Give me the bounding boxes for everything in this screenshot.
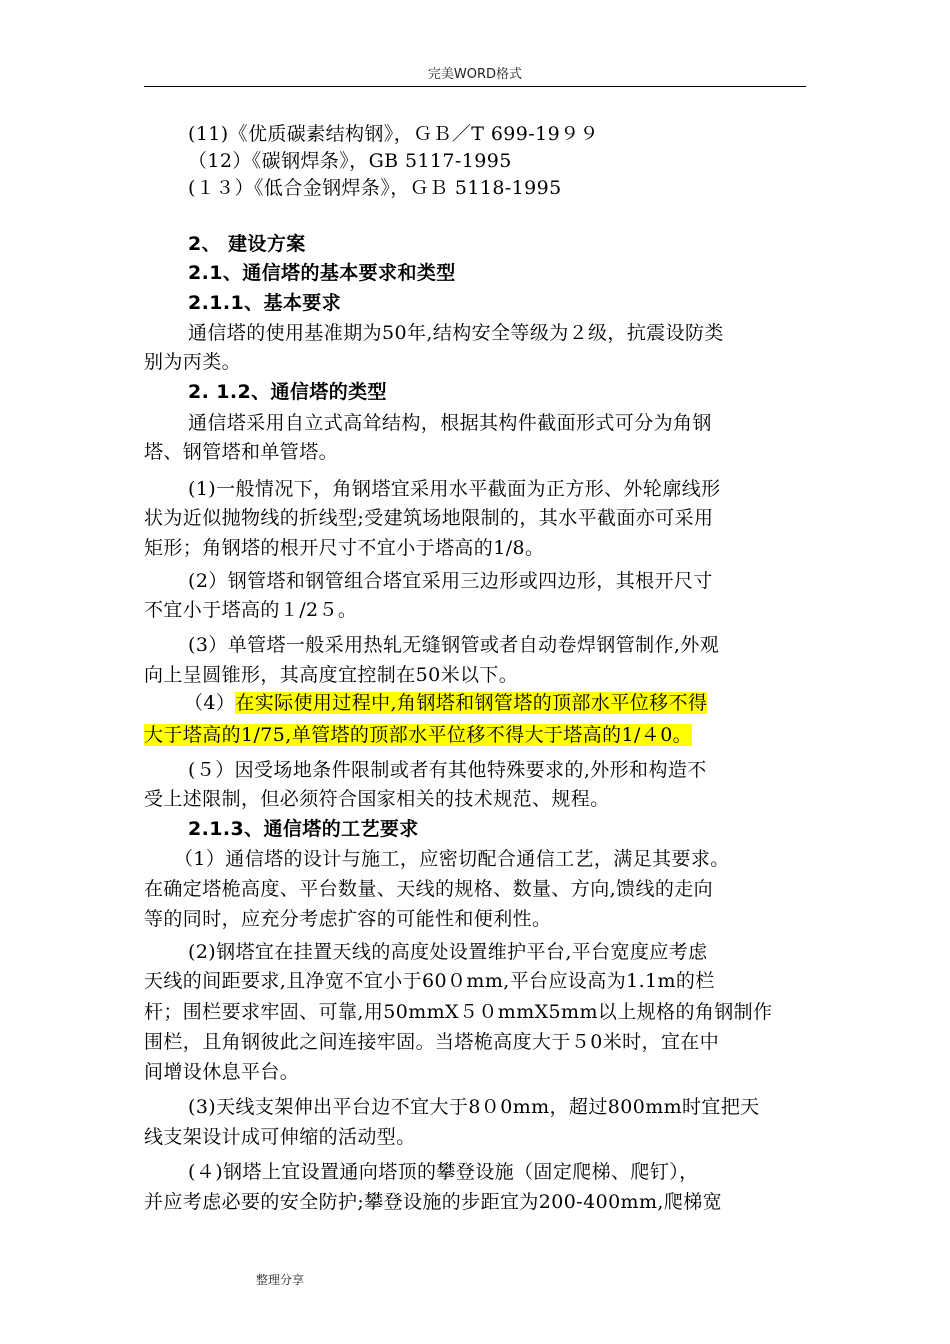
text-line bbox=[144, 875, 713, 903]
line-text: 别为丙类。 bbox=[144, 351, 242, 373]
line-text: （12）《碳钢焊条》，GB 5117-1995 bbox=[188, 150, 512, 172]
section-heading bbox=[188, 230, 306, 258]
text-line bbox=[188, 756, 707, 784]
section-heading bbox=[188, 815, 419, 843]
text-line bbox=[144, 905, 551, 933]
line-text: 天线的间距要求,且净宽不宜小于60０mm,平台应设高为1.1m的栏 bbox=[144, 970, 715, 992]
text-line bbox=[144, 967, 715, 995]
section-heading bbox=[188, 289, 341, 317]
text-line bbox=[144, 1058, 299, 1086]
page-footer: 整理分享 bbox=[256, 1273, 305, 1287]
line-text: (４)钢塔上宜设置通向塔顶的攀登设施（固定爬梯、爬钉）， bbox=[188, 1161, 699, 1183]
highlighted-text: 在实际使用过程中,角钢塔和钢管塔的顶部水平位移不得 bbox=[235, 692, 708, 714]
text-line bbox=[144, 1188, 722, 1216]
text-line bbox=[188, 1158, 699, 1186]
highlighted-text: 大于塔高的1/75,单管塔的顶部水平位移不得大于塔高的1/４0。 bbox=[144, 724, 693, 746]
line-text: 受上述限制，但必须符合国家相关的技术规范、规程。 bbox=[144, 788, 610, 810]
line-text: 杆；围栏要求牢固、可靠,用50mmX５０mmX5mm以上规格的角钢制作 bbox=[144, 1001, 773, 1023]
line-text: 2.1、通信塔的基本要求和类型 bbox=[188, 262, 456, 284]
text-line bbox=[144, 785, 610, 813]
line-text: (１３）《低合金钢焊条》，ＧＢ 5118-1995 bbox=[188, 177, 562, 199]
text-line bbox=[144, 534, 544, 562]
line-text: 2.1.1、基本要求 bbox=[188, 292, 342, 314]
line-text: (５）因受场地条件限制或者有其他特殊要求的,外形和构造不 bbox=[188, 759, 707, 781]
line-text: 等的同时，应充分考虑扩容的可能性和便利性。 bbox=[144, 908, 552, 930]
line-text: 通信塔采用自立式高耸结构，根据其构件截面形式可分为角钢 bbox=[188, 412, 712, 434]
line-text: 线支架设计成可伸缩的活动型。 bbox=[144, 1126, 416, 1148]
line-text: (11)《优质碳素结构钢》，ＧＢ／T 699-19９９ bbox=[188, 123, 599, 145]
text-line bbox=[144, 348, 241, 376]
line-text: 不宜小于塔高的１/2５。 bbox=[144, 599, 358, 621]
section-heading bbox=[188, 259, 456, 287]
line-text: 塔、钢管塔和单管塔。 bbox=[144, 441, 339, 463]
line-text: 矩形；角钢塔的根开尺寸不宜小于塔高的1/8。 bbox=[144, 537, 545, 559]
text-line bbox=[188, 938, 708, 966]
text-line bbox=[188, 319, 724, 347]
text-line bbox=[144, 438, 338, 466]
text-line bbox=[188, 409, 712, 437]
line-text: （1）通信塔的设计与施工，应密切配合通信工艺，满足其要求。 bbox=[174, 848, 730, 870]
text-line bbox=[144, 1123, 416, 1151]
text-line bbox=[144, 596, 357, 624]
text-line bbox=[144, 1028, 719, 1056]
line-text: 通信塔的使用基准期为50年,结构安全等级为２级，抗震设防类 bbox=[188, 322, 724, 344]
line-text: 围栏，且角钢彼此之间连接牢固。当塔桅高度大于５0米时，宜在中 bbox=[144, 1031, 720, 1053]
line-text: 间增设休息平台。 bbox=[144, 1061, 300, 1083]
line-text: (2）钢管塔和钢管组合塔宜采用三边形或四边形，其根开尺寸 bbox=[188, 570, 713, 592]
text-line bbox=[188, 475, 721, 503]
line-text: 2. 1.2、通信塔的类型 bbox=[188, 381, 387, 403]
line-text: 向上呈圆锥形，其高度宜控制在50米以下。 bbox=[144, 664, 519, 686]
text-line bbox=[188, 1093, 760, 1121]
text-line bbox=[144, 998, 772, 1026]
text-line bbox=[188, 567, 713, 595]
text-line bbox=[188, 174, 562, 202]
line-text: 状为近似抛物线的折线型;受建筑场地限制的，其水平截面亦可采用 bbox=[144, 507, 714, 529]
line-text: (3）单管塔一般采用热轧无缝钢管或者自动卷焊钢管制作,外观 bbox=[188, 634, 720, 656]
line-text: 在确定塔桅高度、平台数量、天线的规格、数量、方向,馈线的走向 bbox=[144, 878, 714, 900]
item-number: （4） bbox=[184, 692, 236, 714]
text-line bbox=[174, 845, 730, 873]
text-line bbox=[184, 689, 707, 717]
line-text: 并应考虑必要的安全防护;攀登设施的步距宜为200-400mm,爬梯宽 bbox=[144, 1191, 723, 1213]
text-line bbox=[188, 631, 719, 659]
line-text: (1)一般情况下，角钢塔宜采用水平截面为正方形、外轮廓线形 bbox=[188, 478, 721, 500]
text-line bbox=[188, 147, 512, 175]
text-line bbox=[144, 721, 692, 749]
header-rule bbox=[144, 86, 806, 87]
section-heading bbox=[188, 378, 387, 406]
line-text: (2)钢塔宜在挂置天线的高度处设置维护平台,平台宽度应考虑 bbox=[188, 941, 708, 963]
line-text: 2.1.3、通信塔的工艺要求 bbox=[188, 818, 419, 840]
text-line bbox=[144, 661, 518, 689]
line-text: (3)天线支架伸出平台边不宜大于8０0mm，超过800mm时宜把天 bbox=[188, 1096, 760, 1118]
page-header: 完美WORD格式 bbox=[427, 67, 523, 82]
text-line bbox=[144, 504, 713, 532]
line-text: 2、 建设方案 bbox=[188, 233, 306, 255]
text-line bbox=[188, 120, 599, 148]
